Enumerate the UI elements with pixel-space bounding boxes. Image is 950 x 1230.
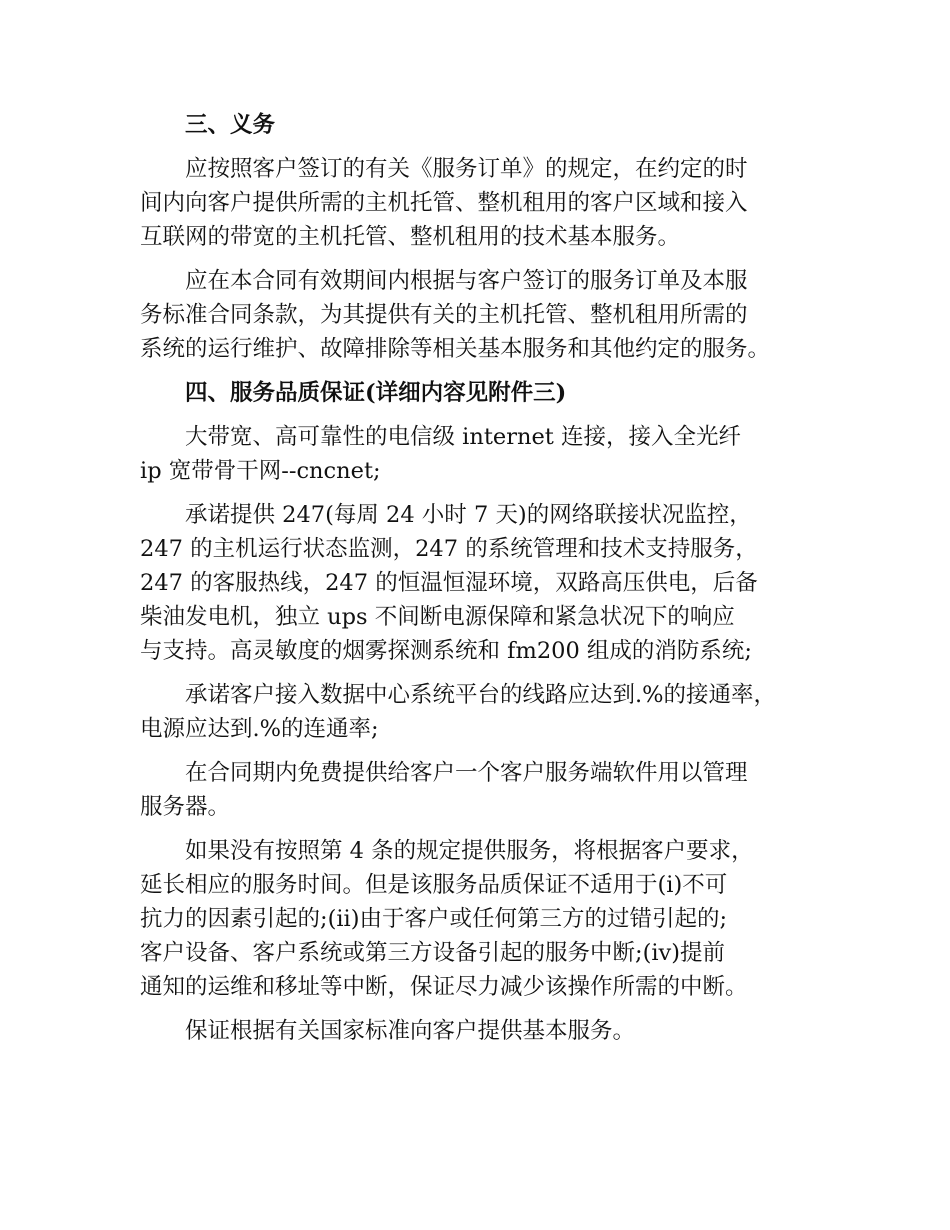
- section-heading-quality: 四、服务品质保证(详细内容见附件三): [185, 380, 567, 406]
- paragraph-national-standards: [140, 1014, 820, 1048]
- paragraph-service-provision: [140, 152, 820, 254]
- paragraph-line: 247 的主机运行状态监测，247 的系统管理和技术支持服务，: [140, 536, 758, 562]
- paragraph-client-software: [140, 756, 820, 824]
- paragraph-line: 互联网的带宽的主机托管、整机租用的技术基本服务。: [140, 224, 681, 250]
- paragraph-line: 服务器。: [140, 794, 231, 820]
- paragraph-line: 通知的运维和移址等中断，保证尽力减少该操作所需的中断。: [140, 974, 748, 1000]
- section-heading-obligations: 三、义务: [185, 112, 276, 138]
- paragraph-bandwidth: [140, 420, 820, 488]
- paragraph-line: 如果没有按照第 4 条的规定提供服务，将根据客户要求，: [185, 838, 754, 864]
- paragraph-line: ip 宽带骨干网--cncnet;: [140, 458, 381, 484]
- paragraph-line: 保证根据有关国家标准向客户提供基本服务。: [185, 1018, 636, 1044]
- paragraph-line: 承诺提供 247(每周 24 小时 7 天)的网络联接状况监控，: [185, 502, 752, 528]
- document-body: [140, 108, 820, 1058]
- paragraph-maintenance: [140, 264, 820, 366]
- paragraph-line: 间内向客户提供所需的主机托管、整机租用的客户区域和接入: [140, 190, 748, 216]
- paragraph-connectivity-rate: [140, 678, 820, 746]
- paragraph-line: 与支持。高灵敏度的烟雾探测系统和 fm200 组成的消防系统;: [140, 638, 752, 664]
- paragraph-line: 247 的客服热线，247 的恒温恒湿环境，双路高压供电，后备: [140, 570, 758, 596]
- paragraph-line: 应按照客户签订的有关《服务订单》的规定，在约定的时: [185, 156, 748, 182]
- paragraph-line: 系统的运行维护、故障排除等相关基本服务和其他约定的服务。: [140, 336, 771, 362]
- paragraph-line: 抗力的因素引起的;(ii)由于客户或任何第三方的过错引起的;: [140, 906, 728, 932]
- paragraph-line: 延长相应的服务时间。但是该服务品质保证不适用于(i)不可: [140, 872, 728, 898]
- paragraph-line: 客户设备、客户系统或第三方设备引起的服务中断;(iv)提前: [140, 940, 726, 966]
- paragraph-monitoring: [140, 498, 820, 668]
- paragraph-line: 务标准合同条款，为其提供有关的主机托管、整机租用所需的: [140, 302, 748, 328]
- paragraph-line: 在合同期内免费提供给客户一个客户服务端软件用以管理: [185, 760, 748, 786]
- paragraph-line: 应在本合同有效期间内根据与客户签订的服务订单及本服: [185, 268, 748, 294]
- paragraph-line: 承诺客户接入数据中心系统平台的线路应达到.%的接通率，: [185, 682, 777, 708]
- paragraph-line: 电源应达到.%的连通率;: [140, 716, 379, 742]
- paragraph-line: 柴油发电机，独立 ups 不间断电源保障和紧急状况下的响应: [140, 604, 735, 630]
- paragraph-exceptions: [140, 834, 820, 1004]
- paragraph-line: 大带宽、高可靠性的电信级 internet 连接，接入全光纤: [185, 424, 741, 450]
